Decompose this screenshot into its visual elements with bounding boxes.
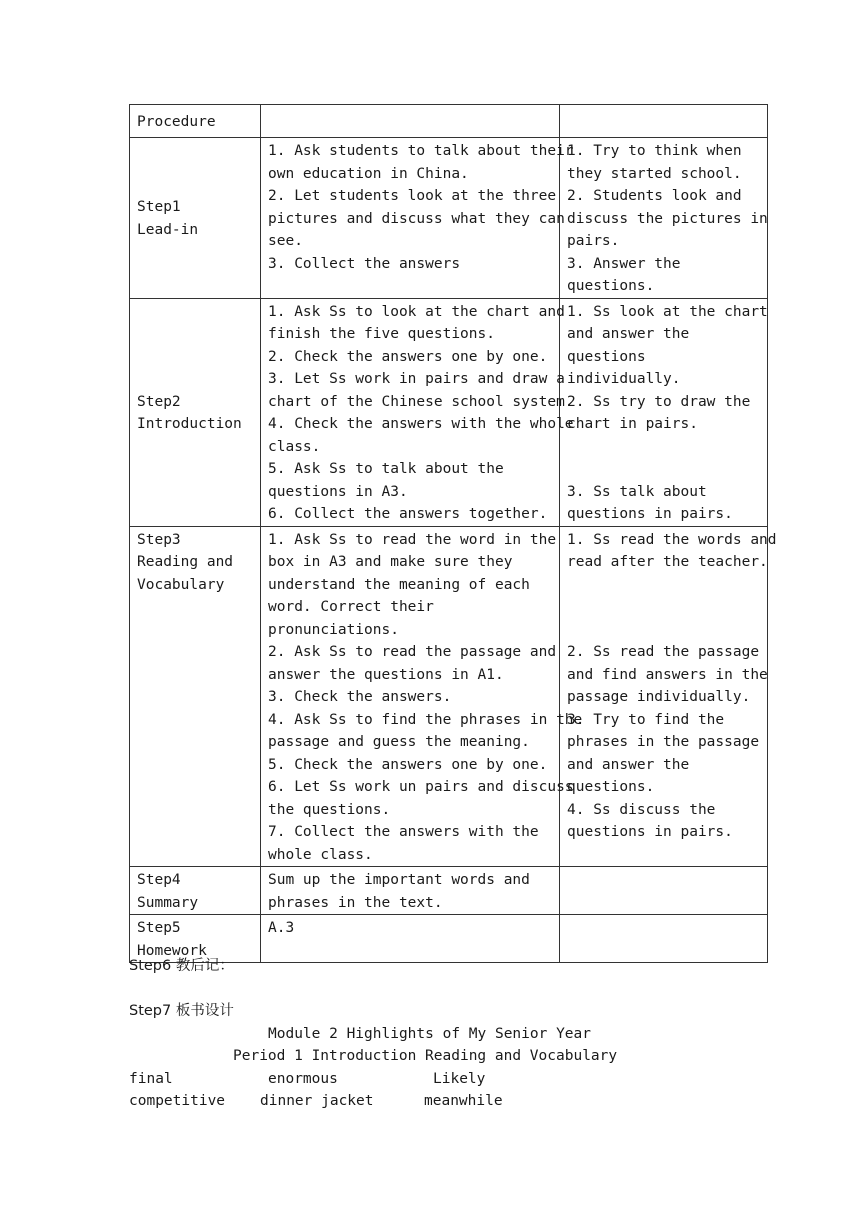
text-line: 3. Let Ss work in pairs and draw a (268, 371, 565, 387)
text-line: whole class. (268, 846, 373, 863)
teacher-activity (261, 526, 583, 867)
text-line: 6. Let Ss work un pairs and discuss (268, 779, 574, 795)
step-cell (130, 526, 261, 867)
procedure-table (129, 104, 777, 963)
text-line: 3. Ss talk about (567, 483, 707, 500)
text-line: Step3 (137, 531, 181, 548)
text-line: pairs. (567, 233, 620, 249)
text-line (567, 574, 760, 597)
text-line: Step5 (137, 920, 181, 936)
text-line: questions in A3. (268, 483, 408, 500)
text-line (567, 436, 760, 459)
board-subtitle: Period 1 Introduction Reading and Vocabulary (233, 1048, 618, 1064)
text-line: Step4 (137, 872, 181, 888)
text-line: 1. Ask Ss to look at the chart and (268, 303, 565, 320)
step6-reflection: Step6 教后记： (129, 958, 234, 974)
text-line: chart of the Chinese school system. (268, 393, 574, 410)
text-line: see. (268, 233, 303, 249)
text-line: pictures and discuss what they can (268, 210, 565, 227)
student-activity (560, 298, 768, 526)
text-line: Sum up the important words and (268, 872, 530, 888)
teacher-activity (261, 138, 574, 299)
text-line: 1. Try to think when (567, 143, 742, 159)
text-line: passage individually. (567, 689, 751, 705)
step-cell (130, 867, 261, 915)
text-line: and find answers in the (567, 666, 768, 683)
text-line: 5. Check the answers one by one. (268, 756, 548, 773)
text-line: they started school. (567, 165, 742, 182)
text-line: class. (268, 438, 321, 455)
text-line: questions in pairs. (567, 824, 733, 840)
text-line: questions. (567, 278, 655, 294)
table-row (130, 526, 768, 867)
text-line: 3. Try to find the (567, 711, 725, 728)
step-cell: Step1 Lead-in (130, 138, 261, 299)
text-line (567, 596, 760, 619)
text-line: 4. Ask Ss to find the phrases in the (268, 711, 583, 728)
table-header-row (130, 105, 768, 138)
text-line: 2. Ask Ss to read the passage and (268, 644, 557, 660)
step7-board-design: Step7 板书设计 (129, 1003, 234, 1019)
text-line: 7. Collect the answers with the (268, 824, 539, 840)
text-line: Reading and (137, 554, 234, 570)
text-line: read after the teacher. (567, 554, 768, 570)
teacher-activity (261, 867, 560, 915)
student-activity (560, 138, 768, 299)
text-line: pronunciations. (268, 621, 399, 638)
text-line: finish the five questions. (268, 326, 495, 342)
text-line: 3. Answer the (567, 255, 681, 272)
student-activity (560, 867, 768, 915)
text-line (567, 619, 760, 642)
text-line: 3. Collect the answers (268, 255, 461, 272)
text-line: A.3 (268, 920, 295, 936)
vocab-row: competitive dinner jacket meanwhile (129, 1093, 503, 1109)
text-line: answer the questions in A1. (268, 666, 504, 683)
board-title: Module 2 Highlights of My Senior Year (268, 1025, 592, 1042)
text-line: questions in pairs. (567, 506, 733, 522)
text-line: Homework (137, 942, 207, 959)
text-line: 2. Ss try to draw the (567, 393, 751, 410)
text-line (567, 458, 760, 481)
step-cell: Step2 Introduction (130, 298, 261, 526)
text-line: individually. (567, 371, 681, 387)
text-line: 4. Check the answers with the whole (268, 416, 574, 432)
text-line: the questions. (268, 801, 391, 818)
text-line: 5. Ask Ss to talk about the (268, 461, 504, 477)
board-design (129, 955, 769, 1113)
text-line: 6. Collect the answers together. (268, 506, 548, 522)
text-line: 2. Let students look at the three (268, 188, 557, 204)
text-line: questions. (567, 779, 655, 795)
text-line: 1. Ss read the words and (567, 531, 777, 548)
text-line: phrases in the passage (567, 734, 760, 750)
text-line: and answer the (567, 326, 690, 342)
text-line: chart in pairs. (567, 416, 698, 432)
text-line: 4. Ss discuss the (567, 801, 716, 818)
text-line: 1. Ss look at the chart (567, 303, 768, 320)
text-line: 1. Ask Ss to read the word in the (268, 531, 557, 548)
text-line: own education in China. (268, 165, 469, 182)
text-line: Summary (137, 894, 199, 911)
procedure-label: Procedure (130, 105, 261, 138)
table-row (130, 867, 768, 915)
student-activity (560, 526, 777, 867)
vocab-row: final enormous Likely (129, 1070, 486, 1087)
table-row (130, 138, 768, 299)
text-line: passage and guess the meaning. (268, 734, 530, 750)
text-line: word. Correct their (268, 599, 434, 615)
text-line: 1. Ask students to talk about their (268, 143, 574, 159)
text-line: phrases in the text. (268, 894, 443, 911)
text-line: 2. Ss read the passage (567, 644, 760, 660)
table-row (130, 298, 768, 526)
teacher-activity (261, 298, 574, 526)
text-line: discuss the pictures in (567, 210, 768, 227)
text-line: Vocabulary (137, 576, 225, 593)
text-line: questions (567, 348, 646, 365)
text-line: and answer the (567, 756, 690, 773)
text-line: box in A3 and make sure they (268, 554, 513, 570)
text-line: 2. Check the answers one by one. (268, 348, 548, 365)
text-line: 2. Students look and (567, 188, 742, 204)
text-line: 3. Check the answers. (268, 689, 452, 705)
text-line: understand the meaning of each (268, 576, 530, 593)
